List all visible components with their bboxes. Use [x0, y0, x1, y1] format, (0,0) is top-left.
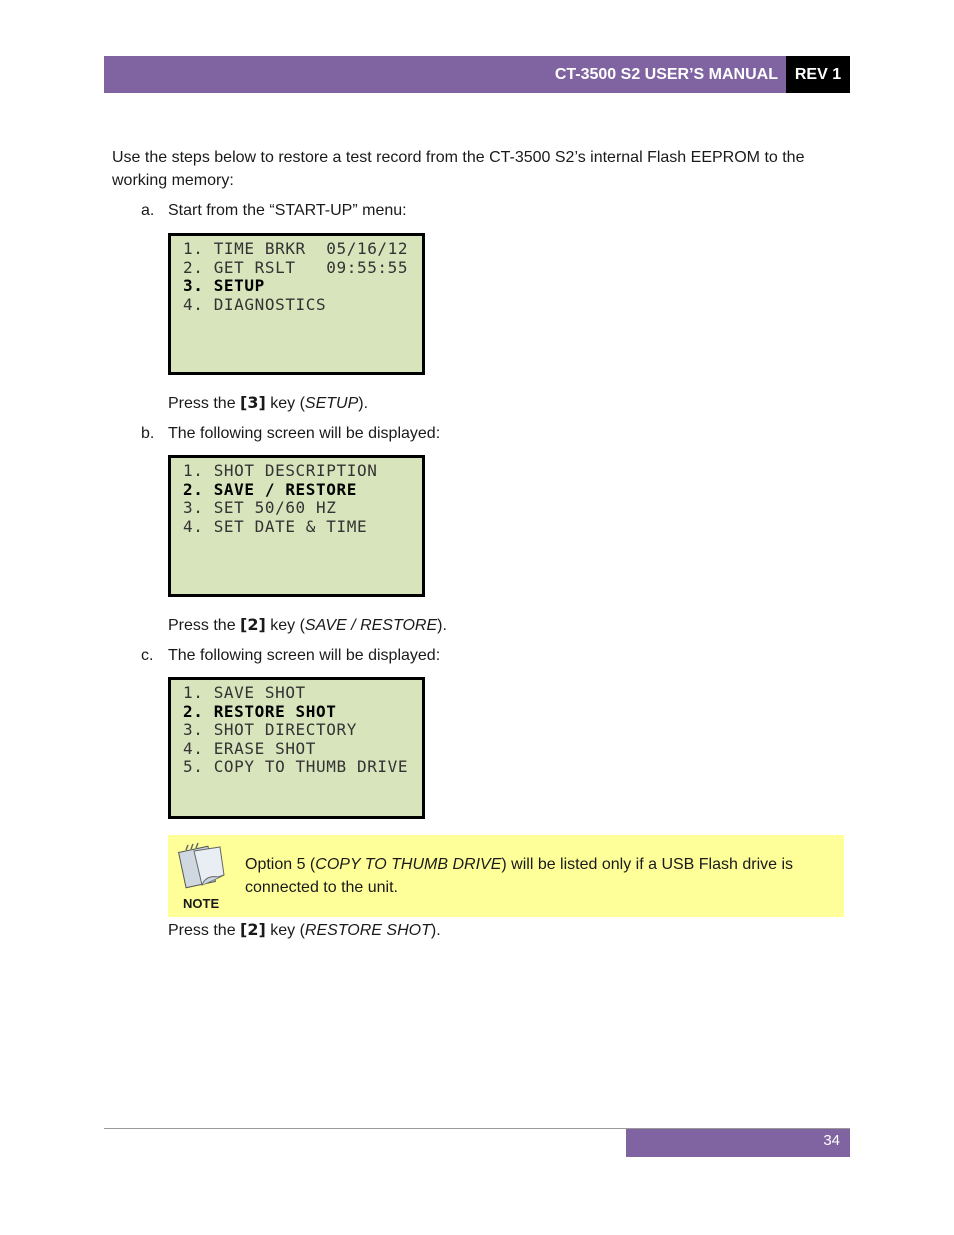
revision-badge: REV 1: [786, 56, 850, 93]
lcd-line: 2. GET RSLT 09:55:55: [183, 257, 409, 277]
note-text: [245, 853, 825, 899]
lcd-line: 1. SHOT DESCRIPTION: [183, 461, 378, 480]
step-a-letter: a.: [141, 202, 155, 219]
press-mid: key (: [265, 617, 305, 634]
step-a-instruction: [168, 393, 368, 413]
step-c-instruction: [168, 920, 441, 940]
intro-paragraph: Use the steps below to restore a test record from the CT-3500 S2’s internal Flash EEPROM to the working memory:: [112, 149, 805, 189]
step-a-text: Start from the “START-UP” menu:: [168, 202, 407, 219]
lcd-line: 3. SET 50/60 HZ: [183, 498, 337, 517]
step-b-instruction: [168, 615, 447, 635]
lcd-screen-setup-menu: [168, 455, 425, 597]
press-prefix: Press the: [168, 617, 241, 634]
lcd-line: 4. SET DATE & TIME: [183, 516, 368, 536]
lcd-screen-save-restore-menu: [168, 677, 425, 819]
step-b-text: The following screen will be displayed:: [168, 425, 441, 442]
lcd-line: 1. TIME BRKR 05/16/12: [183, 239, 409, 258]
lcd-line: 4. ERASE SHOT: [183, 738, 317, 758]
menu-option-name: RESTORE SHOT: [304, 922, 431, 939]
key-label: [2]: [240, 920, 266, 939]
lcd-line: 3. SHOT DIRECTORY: [183, 720, 357, 739]
note-callout: [168, 835, 844, 917]
press-prefix: Press the: [168, 922, 241, 939]
press-mid: key (: [265, 395, 305, 412]
press-mid: key (: [265, 922, 305, 939]
menu-option-name: SAVE / RESTORE: [304, 617, 438, 634]
lcd-line: 1. SAVE SHOT: [183, 683, 306, 702]
lcd-line-selected: 2. RESTORE SHOT: [183, 701, 337, 721]
key-label: [3]: [240, 393, 266, 412]
note-label: NOTE: [183, 896, 220, 911]
press-suffix: ).: [358, 395, 369, 412]
key-label: [2]: [240, 615, 266, 634]
step-c-letter: c.: [141, 647, 154, 664]
notepad-icon: [176, 841, 228, 889]
header-bar: [104, 56, 850, 93]
manual-title: CT-3500 S2 USER’S MANUAL: [554, 66, 778, 83]
note-prefix: Option 5 (: [245, 856, 316, 873]
note-option-name: COPY TO THUMB DRIVE: [315, 856, 502, 873]
lcd-line-selected: 3. SETUP: [183, 276, 265, 295]
note-suffix: ) will be listed only if a USB Flash drive is connected to the unit.: [245, 856, 794, 896]
press-suffix: ).: [430, 922, 441, 939]
press-prefix: Press the: [168, 395, 241, 412]
press-suffix: ).: [437, 617, 447, 634]
footer-bar: [626, 1129, 850, 1157]
lcd-line: 4. DIAGNOSTICS: [183, 294, 327, 314]
step-b-letter: b.: [141, 425, 155, 442]
menu-option-name: SETUP: [304, 395, 359, 412]
step-c-text: The following screen will be displayed:: [168, 647, 441, 664]
lcd-line: 5. COPY TO THUMB DRIVE: [183, 757, 409, 776]
lcd-line-selected: 2. SAVE / RESTORE: [183, 479, 357, 499]
lcd-screen-startup-menu: [168, 233, 425, 375]
page-number: 34: [823, 1132, 840, 1149]
